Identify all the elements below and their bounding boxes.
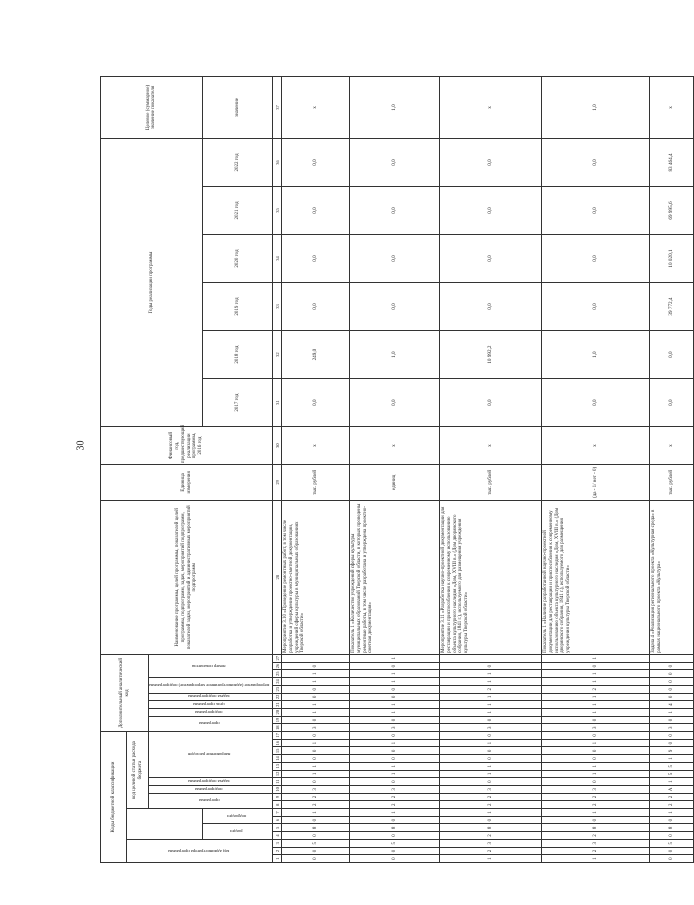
base-year-cell: x [282,427,350,465]
code-digit-cell: 0 [650,832,694,840]
year-value-cell: 0,0 [542,235,650,283]
index-cell: 13 [273,762,282,770]
napravlenie-raskhodov-header: направление расходов [149,732,273,778]
year-value-cell: 249,0 [282,331,350,379]
code-digit-cell: 3 [542,724,650,732]
code-digit-cell: 1 [440,708,542,716]
code-digit-cell: 8 [282,824,350,832]
code-digit-cell: 2 [282,801,350,809]
index-cell: 17 [273,732,282,740]
index-cell: 25 [273,670,282,678]
code-digit-cell: 1 [350,809,440,817]
code-digit-cell: 1 [350,762,440,770]
unit-cell: тыс. рублей [282,465,350,501]
code-digit-cell: 1 [440,693,542,701]
year-value-cell: 0,0 [350,379,440,427]
target-value-cell: x [282,77,350,139]
code-digit-cell: 1 [650,755,694,763]
code-digit-cell: 2 [542,793,650,801]
year-value-cell: 69 995,6 [650,186,694,234]
code-digit-cell: 1 [542,654,650,662]
code-digit-cell: 0 [350,685,440,693]
zadacha-podprogrammy-header: задача подпрограммы [149,778,273,786]
programma-header: программа [149,793,273,808]
code-digit-cell [440,654,542,662]
year-2022-header: 2022 год [202,138,272,186]
index-cell: 29 [273,465,282,501]
code-digit-cell: 0 [282,747,350,755]
year-value-cell: 39 772,4 [650,283,694,331]
dop-col-meropriyatie: мероприятие (административное мероприятие) подпрограммы [149,678,273,693]
code-digit-cell: 2 [650,793,694,801]
code-digit-cell: 0 [282,755,350,763]
code-digit-cell: 0 [350,816,440,824]
year-value-cell: 0,0 [440,235,542,283]
year-value-cell: 1,0 [350,331,440,379]
year-value-cell: 10 020,1 [650,235,694,283]
code-digit-cell: 0 [650,732,694,740]
code-digit-cell: 2 [440,801,542,809]
year-value-cell: 0,0 [650,331,694,379]
code-digit-cell: 4 [650,701,694,709]
index-cell: 12 [273,770,282,778]
index-cell: 37 [273,77,282,139]
code-digit-cell: 0 [542,816,650,824]
code-digit-cell: 1 [542,855,650,863]
row-name-cell: Мероприятие 3.10 «Проведение ремонтных работ, в том числе разработка и утверждение проектно-сметной документации, учреждений сферы культуры в муниципальных образованиях Тверской области» [282,500,350,654]
target-value-cell: x [650,77,694,139]
code-digit-cell: 0 [282,832,350,840]
code-digit-cell: 1 [282,701,350,709]
page-number: 30 [75,440,87,451]
index-cell: 8 [273,801,282,809]
code-digit-cell: 0 [350,747,440,755]
unit-cell: тыс. рублей [440,465,542,501]
code-digit-cell: 1 [542,762,650,770]
code-digit-cell: 3 [542,839,650,847]
column-index-row [273,77,282,863]
admin-code-header: код администратора программы [127,839,273,862]
code-digit-cell: 5 [650,839,694,847]
index-cell: 1 [273,855,282,863]
year-value-cell: 0,0 [440,379,542,427]
code-digit-cell: 1 [282,708,350,716]
code-digit-cell: А [650,785,694,793]
code-digit-cell: 2 [350,793,440,801]
code-digit-cell: 1 [542,770,650,778]
code-digit-cell: 8 [440,824,542,832]
target-group-header: Целевое (суммарное) значение показателя [101,77,203,139]
code-digit-cell: 0 [350,693,440,701]
table-row [542,77,650,863]
code-digit-cell: 0 [350,755,440,763]
table-body [282,77,694,863]
index-cell: 5 [273,824,282,832]
code-digit-cell: 8 [542,824,650,832]
code-digit-cell: 0 [542,747,650,755]
code-digit-cell: 2 [440,847,542,855]
index-cell: 24 [273,678,282,686]
target-value-cell: 1,0 [542,77,650,139]
code-digit-cell: 1 [350,654,440,662]
index-cell: 23 [273,685,282,693]
dop-col-nomer: номер показателя [149,654,273,677]
podprogramma-header: подпрограмма [149,785,273,793]
code-digit-cell: 1 [440,809,542,817]
base-year-header: Финансовый год, предшествующий реализации программы, 2016 год [101,427,273,465]
index-cell: 9 [273,793,282,801]
code-digit-cell: 0 [350,732,440,740]
code-digit-cell: 2 [542,685,650,693]
code-digit-cell [650,654,694,662]
year-value-cell: 0,0 [542,138,650,186]
code-digit-cell: 0 [542,755,650,763]
year-value-cell: 0,0 [440,186,542,234]
index-cell: 14 [273,755,282,763]
code-digit-cell: 1 [282,809,350,817]
code-digit-cell: 0 [650,678,694,686]
code-digit-cell: 3 [440,839,542,847]
year-value-cell: 83 464,4 [650,138,694,186]
code-digit-cell: 0 [440,816,542,824]
code-digit-cell: 1 [650,778,694,786]
year-value-cell: 0,0 [542,283,650,331]
program-table [100,76,694,863]
code-digit-cell: 1 [542,701,650,709]
year-value-cell: 1,0 [542,331,650,379]
code-digit-cell: 0 [650,685,694,693]
year-value-cell: 0,0 [350,186,440,234]
code-digit-cell: 2 [542,847,650,855]
code-digit-cell: 3 [542,785,650,793]
index-cell: 22 [273,693,282,701]
code-digit-cell: 1 [282,670,350,678]
base-year-cell: x [650,427,694,465]
code-digit-cell: 1 [350,770,440,778]
code-digit-cell: 0 [440,662,542,670]
code-digit-cell: 3 [440,785,542,793]
code-digit-cell: 0 [282,662,350,670]
code-digit-cell: 1 [440,770,542,778]
code-digit-cell: 2 [440,793,542,801]
code-digit-cell: 1 [542,693,650,701]
code-digit-cell: 8 [650,824,694,832]
code-digit-cell [282,654,350,662]
code-digit-cell: 1 [440,762,542,770]
index-cell: 30 [273,427,282,465]
index-cell: 21 [273,701,282,709]
dop-col-podprogramma: подпрограмма [149,708,273,716]
code-digit-cell: 0 [650,670,694,678]
code-digit-cell: 0 [282,685,350,693]
code-digit-cell: 1 [650,708,694,716]
code-digit-cell: 5 [350,839,440,847]
code-digit-cell: 0 [440,732,542,740]
code-digit-cell: 1 [350,678,440,686]
code-digit-cell: 2 [542,801,650,809]
index-cell: 36 [273,138,282,186]
year-value-cell: 0,0 [350,138,440,186]
code-digit-cell: 1 [282,678,350,686]
code-digit-cell: 1 [440,678,542,686]
code-digit-cell: 1 [440,670,542,678]
code-digit-cell: 1 [350,670,440,678]
code-digit-cell: 0 [282,847,350,855]
year-2017-header: 2017 год [202,379,272,427]
code-digit-cell: 2 [440,685,542,693]
code-digit-cell: 0 [542,716,650,724]
razdel-header: раздел [202,824,272,839]
razdel-podrazdel-header [127,809,203,840]
index-cell: 31 [273,379,282,427]
year-value-cell: 0,0 [282,283,350,331]
code-digit-cell: 0 [650,847,694,855]
code-digit-cell: 2 [440,832,542,840]
code-digit-cell: 1 [350,701,440,709]
code-digit-cell: 0 [440,755,542,763]
code-digit-cell: 1 [350,739,440,747]
dop-col-cel: цель программы [149,701,273,709]
code-digit-cell: 2 [350,801,440,809]
code-digit-cell: 0 [282,732,350,740]
year-2021-header: 2021 год [202,186,272,234]
index-cell: 11 [273,778,282,786]
code-digit-cell: 1 [282,770,350,778]
row-name-cell: Показатель 1 «Наличие разработанной научно-проектной документации для реставрации и приспособления к современному использованию объекта культурного наследия «Дом, XVIII в.» (Дом дворянского собрания, 1841 г.), используемого для размещения учреждения культуры Тверской области» [542,500,650,654]
row-name-cell: Мероприятие 3.11 «Разработка научно-проектной документации для реставрации и приспособления к современному использованию объекта культурного наследия «Дом, XVIII в.» (Дом дворянского собрания, 1841 г.), используемого для размещения учреждения культуры Тверской области» [440,500,542,654]
index-cell: 20 [273,708,282,716]
code-digit-cell: 0 [440,747,542,755]
year-value-cell: 0,0 [282,235,350,283]
code-digit-cell: 0 [282,855,350,863]
code-digit-cell: 0 [440,716,542,724]
year-value-cell: 0,0 [282,379,350,427]
unit-column-header: Единица измерения [101,465,273,501]
rotated-table-container [100,76,674,863]
year-value-cell: 0,0 [650,379,694,427]
code-digit-cell: 8 [350,824,440,832]
year-value-cell: 0,0 [350,235,440,283]
index-cell: 4 [273,832,282,840]
index-cell: 3 [273,839,282,847]
code-digit-cell: 5 [650,762,694,770]
code-digit-cell: 1 [350,708,440,716]
code-digit-cell: 1 [542,809,650,817]
code-digit-cell: 1 [282,739,350,747]
index-cell: 19 [273,716,282,724]
unit-cell: единиц [350,465,440,501]
table-row [650,77,694,863]
index-cell: 2 [273,847,282,855]
index-cell: 27 [273,654,282,662]
target-value-header: значение [202,77,272,139]
year-value-cell: 0,0 [282,186,350,234]
code-digit-cell: 0 [542,778,650,786]
year-2020-header: 2020 год [202,235,272,283]
index-cell: 6 [273,816,282,824]
name-column-header: Наименование программы, целей программы, показателей целей программы, подпрограмм, задач, мероприятий подпрограмм, показателей задач, мероприятий и административных мероприятий подпрограмм [101,500,273,654]
table-row [440,77,542,863]
base-year-cell: x [542,427,650,465]
code-digit-cell: 5 [650,770,694,778]
unit-cell: тыс. рублей [650,465,694,501]
code-digit-cell: 1 [440,739,542,747]
code-digit-cell: 1 [282,762,350,770]
code-digit-cell: 0 [282,778,350,786]
year-value-cell: 0,0 [282,138,350,186]
year-2018-header: 2018 год [202,331,272,379]
index-cell: 26 [273,662,282,670]
code-digit-cell: 5 [282,839,350,847]
year-value-cell: 0,0 [440,283,542,331]
code-digit-cell: 9 [650,747,694,755]
table-row [282,77,350,863]
year-value-cell: 0,0 [350,283,440,331]
base-year-cell: x [350,427,440,465]
table-row [350,77,440,863]
code-digit-cell: 0 [350,847,440,855]
code-digit-cell: 3 [282,785,350,793]
kbk-group-header: Коды бюджетной классификации [101,732,127,863]
year-value-cell: 0,0 [440,138,542,186]
code-digit-cell: 0 [282,693,350,701]
code-digit-cell: 0 [650,693,694,701]
code-digit-cell: 2 [282,793,350,801]
unit-cell: (да - 1/ нет - 0) [542,465,650,501]
code-digit-cell: 0 [650,739,694,747]
code-digit-cell: 3 [650,724,694,732]
index-cell: 33 [273,283,282,331]
index-cell: 28 [273,500,282,654]
code-digit-cell: 1 [440,701,542,709]
code-digit-cell: 0 [350,716,440,724]
code-digit-cell: 0 [282,716,350,724]
dop-col-zadacha: задача подпрограммы [149,693,273,701]
podrazdel-header: подраздел [202,809,272,824]
code-digit-cell: 3 [282,724,350,732]
code-digit-cell: 0 [650,716,694,724]
code-digit-cell: 2 [542,832,650,840]
code-digit-cell: 0 [542,732,650,740]
code-digit-cell: 0 [650,816,694,824]
index-cell: 34 [273,235,282,283]
dop-code-group-header: Дополнительный аналитический код [101,654,149,731]
year-value-cell: 10 992,2 [440,331,542,379]
code-digit-cell: 1 [542,708,650,716]
code-digit-cell: 0 [542,662,650,670]
code-digit-cell: 0 [350,778,440,786]
row-name-cell: Показатель 1 «Количество учреждений сферы культуры муниципальных образований Тверской области, в которых проведены ремонтные работы, в том числе разработана и утверждена проектно-сметная документация» [350,500,440,654]
code-digit-cell: 0 [350,855,440,863]
code-digit-cell: 1 [542,678,650,686]
years-group-header: Годы реализации программы [101,138,203,426]
index-cell: 15 [273,747,282,755]
code-digit-cell: 0 [650,662,694,670]
code-digit-cell: 2 [650,801,694,809]
code-digit-cell: 0 [282,816,350,824]
year-value-cell: 0,0 [542,186,650,234]
target-value-cell: 1,0 [350,77,440,139]
index-cell: 35 [273,186,282,234]
code-digit-cell: 1 [650,809,694,817]
code-digit-cell: 0 [440,778,542,786]
code-digit-cell: 0 [350,662,440,670]
code-digit-cell: 1 [542,739,650,747]
base-year-cell: x [440,427,542,465]
year-2019-header: 2019 год [202,283,272,331]
code-digit-cell: 3 [440,724,542,732]
row-name-cell: Задача 4 «Реализация регионального проекта «Культурная среда» в рамках национального проекта «Культура» [650,500,694,654]
index-cell: 18 [273,724,282,732]
code-digit-cell: 3 [350,785,440,793]
target-value-cell: x [440,77,542,139]
code-digit-cell: 0 [650,855,694,863]
kbk-sub-header: код целевой статьи расхода бюджета [127,732,149,809]
year-value-cell: 0,0 [542,379,650,427]
code-digit-cell: 3 [350,724,440,732]
code-digit-cell: 0 [350,832,440,840]
code-digit-cell: 1 [440,855,542,863]
dop-col-programma: программа [149,716,273,731]
index-cell: 10 [273,785,282,793]
code-digit-cell: 1 [542,670,650,678]
index-cell: 16 [273,739,282,747]
index-cell: 7 [273,809,282,817]
index-cell: 32 [273,331,282,379]
